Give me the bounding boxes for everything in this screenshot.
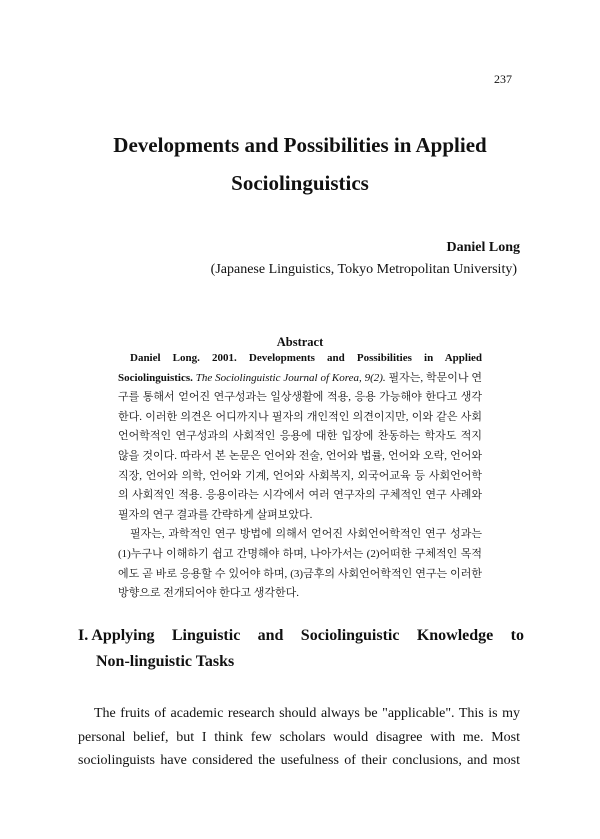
section-heading-word: I. Applying [78,627,155,644]
section-heading-word: Knowledge [416,627,494,644]
section-heading-word: Sociolinguistic [300,627,400,644]
section-heading-line-2: Non-linguistic Tasks [96,653,235,670]
section-heading-word: Linguistic [171,627,241,644]
section-heading-word: and [257,627,284,644]
section-heading [78,623,524,675]
title-line-1: Developments and Possibilities in Applied [113,133,487,157]
body-line: personal belief, but I think few scholars would disagree with me. Most [78,729,520,745]
abstract-body [118,349,482,604]
citation-author-year: Daniel Long. 2001. [130,352,237,364]
author-name: Daniel Long [446,240,520,255]
citation-volume: 9(2). [364,371,386,384]
citation-title: Developments and Possibilities in Applied Sociolinguistics. [118,352,483,384]
body-line: sociolinguists have considered the usefulness of their conclusions, and most [78,753,520,768]
page-number: 237 [494,72,512,86]
abstract-heading: Abstract [276,335,324,349]
body-line: The fruits of academic research should always be "applicable". This is my [94,706,520,721]
body-text [78,702,520,773]
abstract-paragraph-1 [118,349,482,525]
citation-journal: The Sociolinguistic Journal of Korea, [195,371,362,384]
abstract-paragraph-1-text: 필자는, 학문이나 연구를 통해서 얻어진 연구성과는 일상생활에 적용, 응용 가능해야 한다고 생각한다. 이러한 의견은 어디까지나 필자의 개인적인 의견이지만, 이와 같은 사회언어학적인 연구성과의 사회적인 응용에 대한 입장에 찬동하는 학자도 적지 않을 것이다. 따라서 본 논문은 언어와 전술, 언어와 법률, 언어와 오락, 언어와 직장, 언어와 의학, 언어와 기계, 언어와 사회복지, 외국어교육 등 사회언어학의 사회적인 적용. 응용이라는 시각에서 여러 연구자의 구체적인 연구 사례와 필자의 연구 결과를 간략하게 살펴보았다. [118,371,483,521]
title-line-2: Sociolinguistics [231,171,369,195]
paper-title [0,126,600,202]
section-heading-line-1 [78,623,524,649]
author-affiliation: (Japanese Linguistics, Tokyo Metropolitan University) [210,262,517,277]
abstract-paragraph-2: 필자는, 과학적인 연구 방법에 의해서 얻어진 사회언어학적인 연구 성과는 (1)누구나 이해하기 쉽고 간명해야 하며, 나아가서는 (2)어떠한 구체적인 목적에도 곧 바로 응용할 수 있어야 하며, (3)금후의 사회언어학적인 연구는 이러한 방향으로 전개되어야 한다고 생각한다. [118,528,482,600]
section-heading-word: to [510,627,524,644]
